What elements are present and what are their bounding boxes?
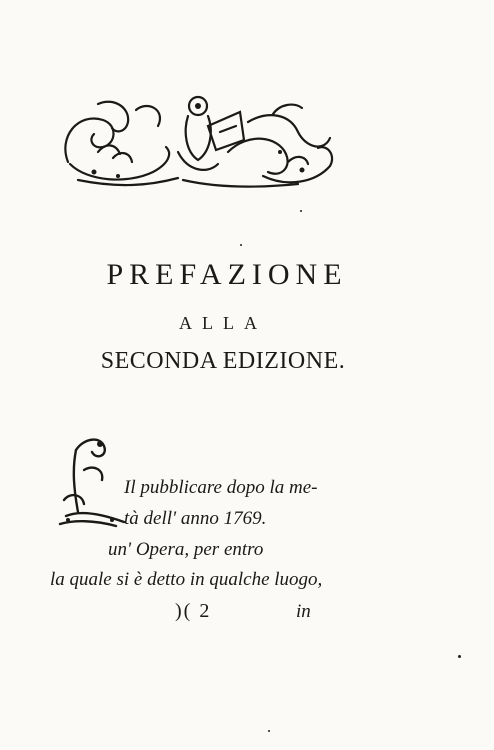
ornamental-headpiece bbox=[58, 92, 336, 192]
page-title: PREFAZIONE bbox=[106, 258, 348, 291]
paper-speck bbox=[458, 655, 461, 658]
paper-speck bbox=[300, 210, 302, 212]
body-line: un' Opera, per entro bbox=[108, 539, 264, 560]
paper-speck bbox=[240, 244, 242, 246]
paper-speck bbox=[268, 730, 270, 732]
subtitle-seconda-edizione: SECONDA EDIZIONE. bbox=[100, 348, 346, 374]
decorated-initial-letter bbox=[54, 430, 128, 530]
signature-mark: )( 2 bbox=[175, 600, 212, 622]
body-line: Il pubblicare dopo la me- bbox=[124, 477, 318, 498]
catchword: in bbox=[296, 601, 311, 622]
subtitle-alla: ALLA bbox=[179, 313, 267, 333]
body-line: la quale si è detto in qualche luogo, bbox=[50, 569, 323, 590]
body-line: tà dell' anno 1769. bbox=[124, 508, 267, 529]
